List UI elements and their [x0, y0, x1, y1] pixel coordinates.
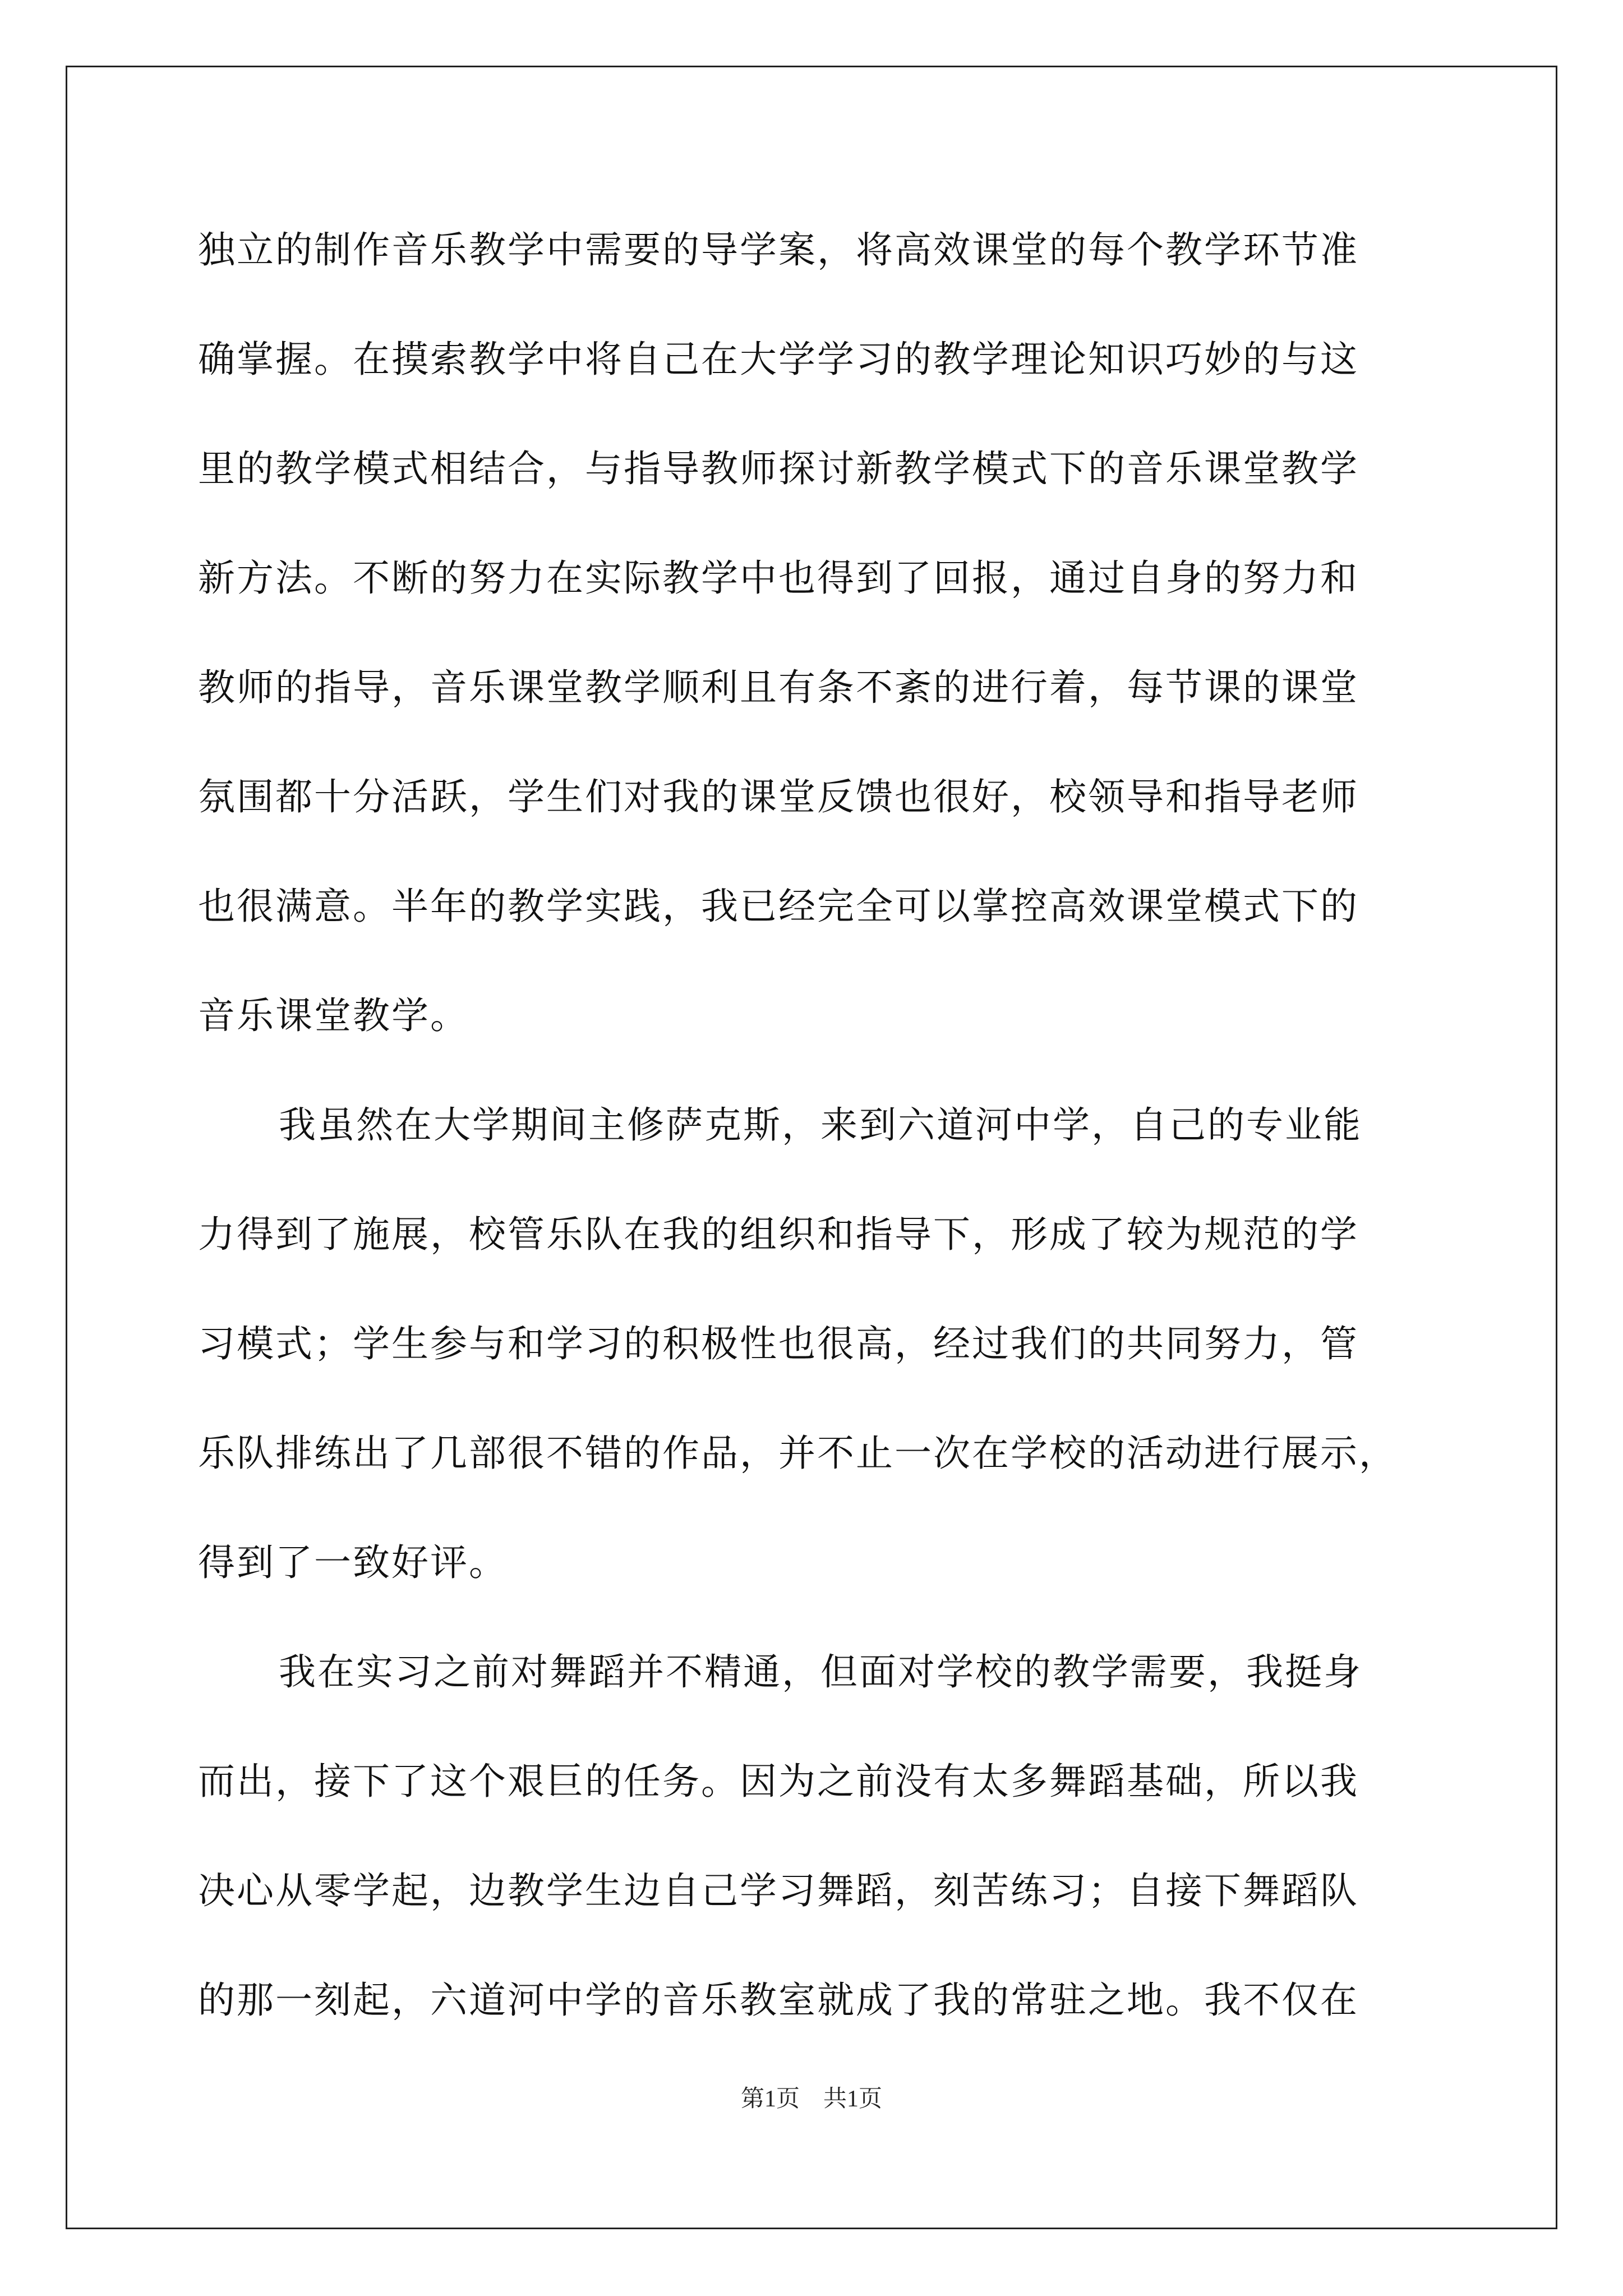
text-line: 确掌握。在摸索教学中将自己在大学学习的教学理论知识巧妙的与这 [198, 338, 1359, 381]
text-line: 音乐课堂教学。 [198, 994, 469, 1037]
text-line: 而出，接下了这个艰巨的任务。因为之前没有太多舞蹈基础，所以我 [198, 1760, 1359, 1803]
paragraph-start-line: 我虽然在大学期间主修萨克斯，来到六道河中学，自己的专业能 [279, 1103, 1362, 1147]
text-line: 力得到了施展，校管乐队在我的组织和指导下，形成了较为规范的学 [198, 1213, 1359, 1256]
text-line: 独立的制作音乐教学中需要的导学案，将高效课堂的每个教学环节准 [198, 228, 1359, 272]
text-line: 决心从零学起，边教学生边自己学习舞蹈，刻苦练习；自接下舞蹈队 [198, 1869, 1359, 1912]
paragraph-start-line: 我在实习之前对舞蹈并不精通，但面对学校的教学需要，我挺身 [279, 1650, 1362, 1694]
text-line: 乐队排练出了几部很不错的作品，并不止一次在学校的活动进行展示， [198, 1432, 1398, 1475]
text-line: 新方法。不断的努力在实际教学中也得到了回报，通过自身的努力和 [198, 556, 1359, 600]
page-number-footer: 第1页 共1页 [740, 2086, 882, 2112]
text-line: 氛围都十分活跃，学生们对我的课堂反馈也很好，校领导和指导老师 [198, 775, 1359, 818]
text-line: 习模式；学生参与和学习的积极性也很高，经过我们的共同努力，管 [198, 1322, 1359, 1365]
text-line: 也很满意。半年的教学实践，我已经完全可以掌控高效课堂模式下的 [198, 885, 1359, 928]
text-line: 里的教学模式相结合，与指导教师探讨新教学模式下的音乐课堂教学 [198, 447, 1359, 490]
document-body [198, 219, 1432, 2078]
text-line: 教师的指导，音乐课堂教学顺利且有条不紊的进行着，每节课的课堂 [198, 666, 1359, 709]
text-line: 的那一刻起，六道河中学的音乐教室就成了我的常驻之地。我不仅在 [198, 1978, 1359, 2022]
text-line: 得到了一致好评。 [198, 1541, 508, 1584]
